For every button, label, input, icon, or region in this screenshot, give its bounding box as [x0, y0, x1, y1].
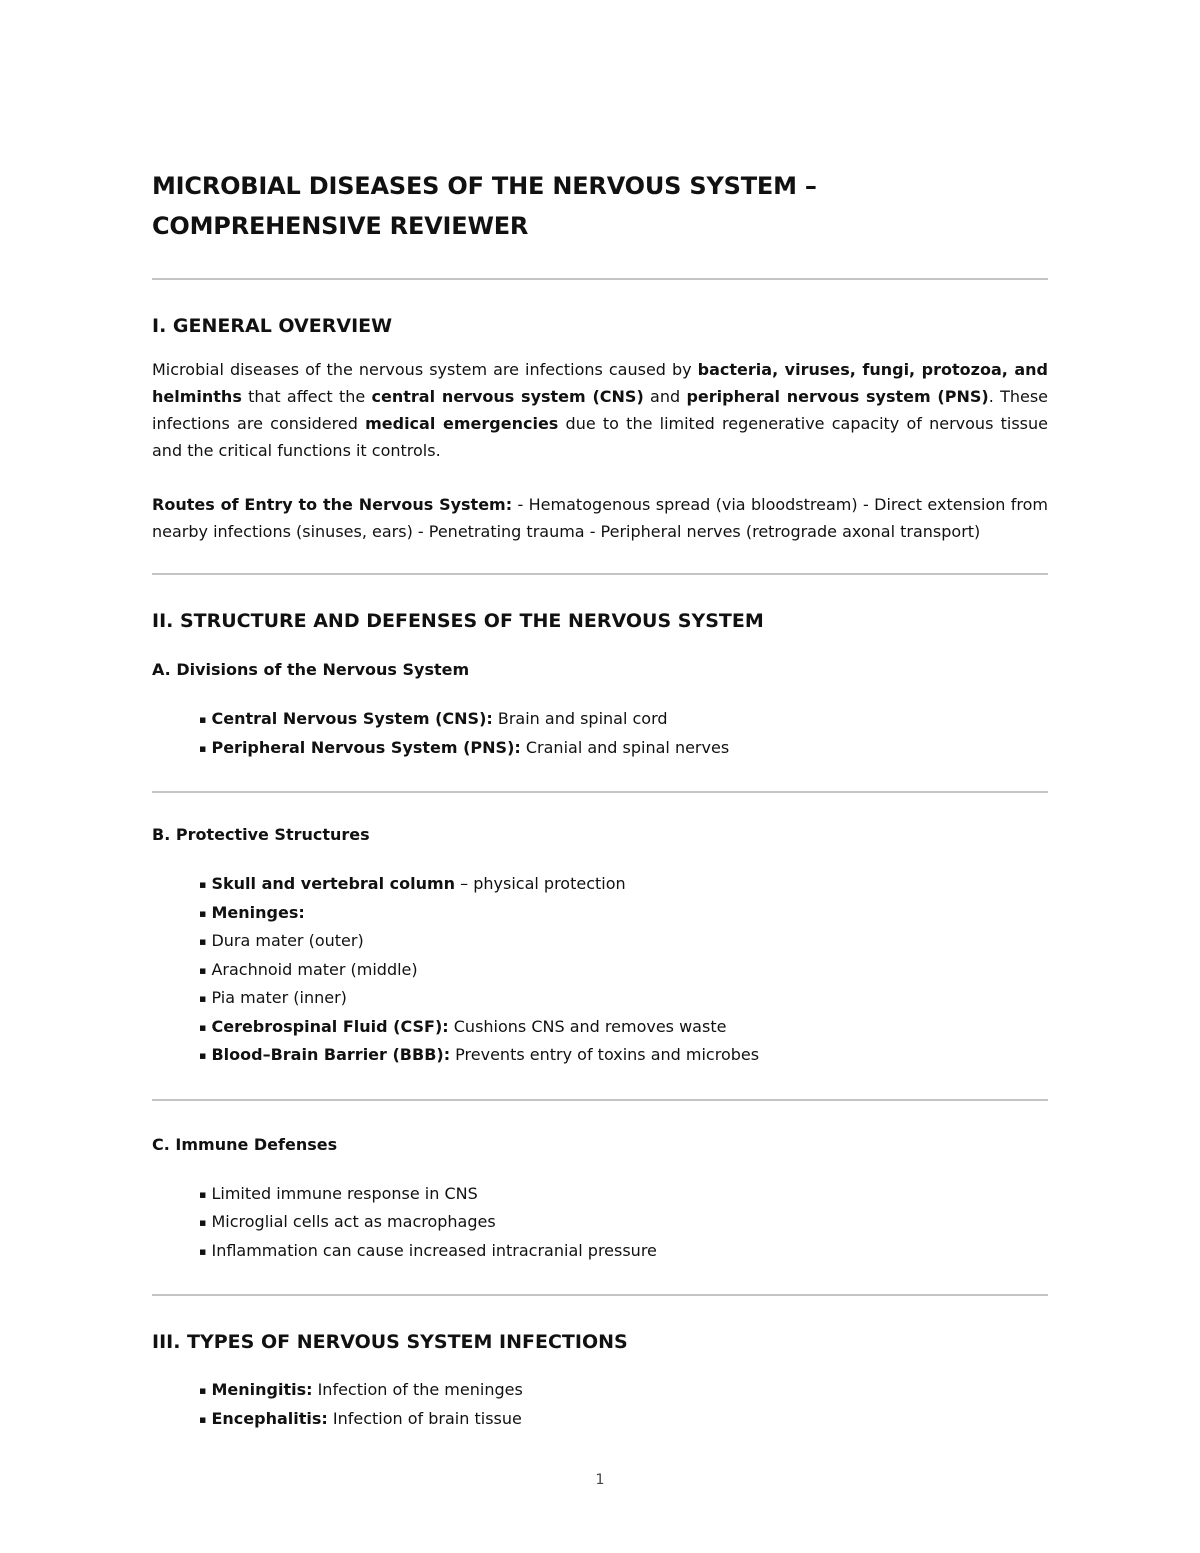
document-title: MICROBIAL DISEASES OF THE NERVOUS SYSTEM – COMPREHENSIVE REVIEWER [152, 172, 817, 240]
list-item: ▪ Microglial cells act as macrophages [199, 1209, 1048, 1238]
overview-paragraph: Microbial diseases of the nervous system are infections caused by bacteria, viruses, fungi, protozoa, and helminths that affect the central nervous system (CNS) and peripheral nervous system (PNS). These infections are considered medical emergencies due to the limited regenerative capacity of nervous tissue and the critical functions it controls. [152, 360, 1049, 460]
divider [152, 278, 1048, 280]
divider [152, 1294, 1048, 1296]
list-item: ▪ Meninges: [199, 900, 1048, 929]
subheading-protective-structures: B. Protective Structures [152, 825, 370, 844]
immune-defenses-list [152, 1181, 1048, 1267]
divider [152, 573, 1048, 575]
subheading-divisions: A. Divisions of the Nervous System [152, 660, 470, 679]
list-item: ▪ Pia mater (inner) [199, 985, 1048, 1014]
protective-structures-list [152, 871, 1048, 1071]
list-item: ▪ Skull and vertebral column – physical protection [199, 871, 1048, 900]
list-item: ▪ Meningitis: Infection of the meninges [199, 1377, 1048, 1406]
list-item: ▪ Peripheral Nervous System (PNS): Cranial and spinal nerves [199, 735, 1048, 764]
list-item: ▪ Cerebrospinal Fluid (CSF): Cushions CNS and removes waste [199, 1014, 1048, 1043]
section-heading-infection-types: III. TYPES OF NERVOUS SYSTEM INFECTIONS [152, 1331, 628, 1353]
list-item: ▪ Limited immune response in CNS [199, 1181, 1048, 1210]
list-item: ▪ Arachnoid mater (middle) [199, 957, 1048, 986]
divider [152, 791, 1048, 793]
section-heading-structure-defenses: II. STRUCTURE AND DEFENSES OF THE NERVOUS SYSTEM [152, 610, 764, 632]
page-number: 1 [595, 1472, 605, 1488]
list-item: ▪ Inflammation can cause increased intracranial pressure [199, 1238, 1048, 1267]
divisions-list [152, 706, 1048, 763]
list-item: ▪ Blood–Brain Barrier (BBB): Prevents entry of toxins and microbes [199, 1042, 1048, 1071]
section-heading-overview: I. GENERAL OVERVIEW [152, 315, 393, 337]
subheading-immune-defenses: C. Immune Defenses [152, 1134, 338, 1154]
routes-of-entry-paragraph: Routes of Entry to the Nervous System: - Hematogenous spread (via bloodstream) - Direct extension from nearby infections (sinuses, ears) - Penetrating trauma - Peripheral nerves (retrograde axonal transport) [152, 495, 1049, 541]
list-item: ▪ Encephalitis: Infection of brain tissue [199, 1406, 1048, 1435]
infection-types-list [152, 1377, 1048, 1434]
document-content [152, 166, 1048, 1434]
divider [152, 1099, 1048, 1101]
list-item: ▪ Central Nervous System (CNS): Brain and spinal cord [199, 706, 1048, 735]
list-item: ▪ Dura mater (outer) [199, 928, 1048, 957]
